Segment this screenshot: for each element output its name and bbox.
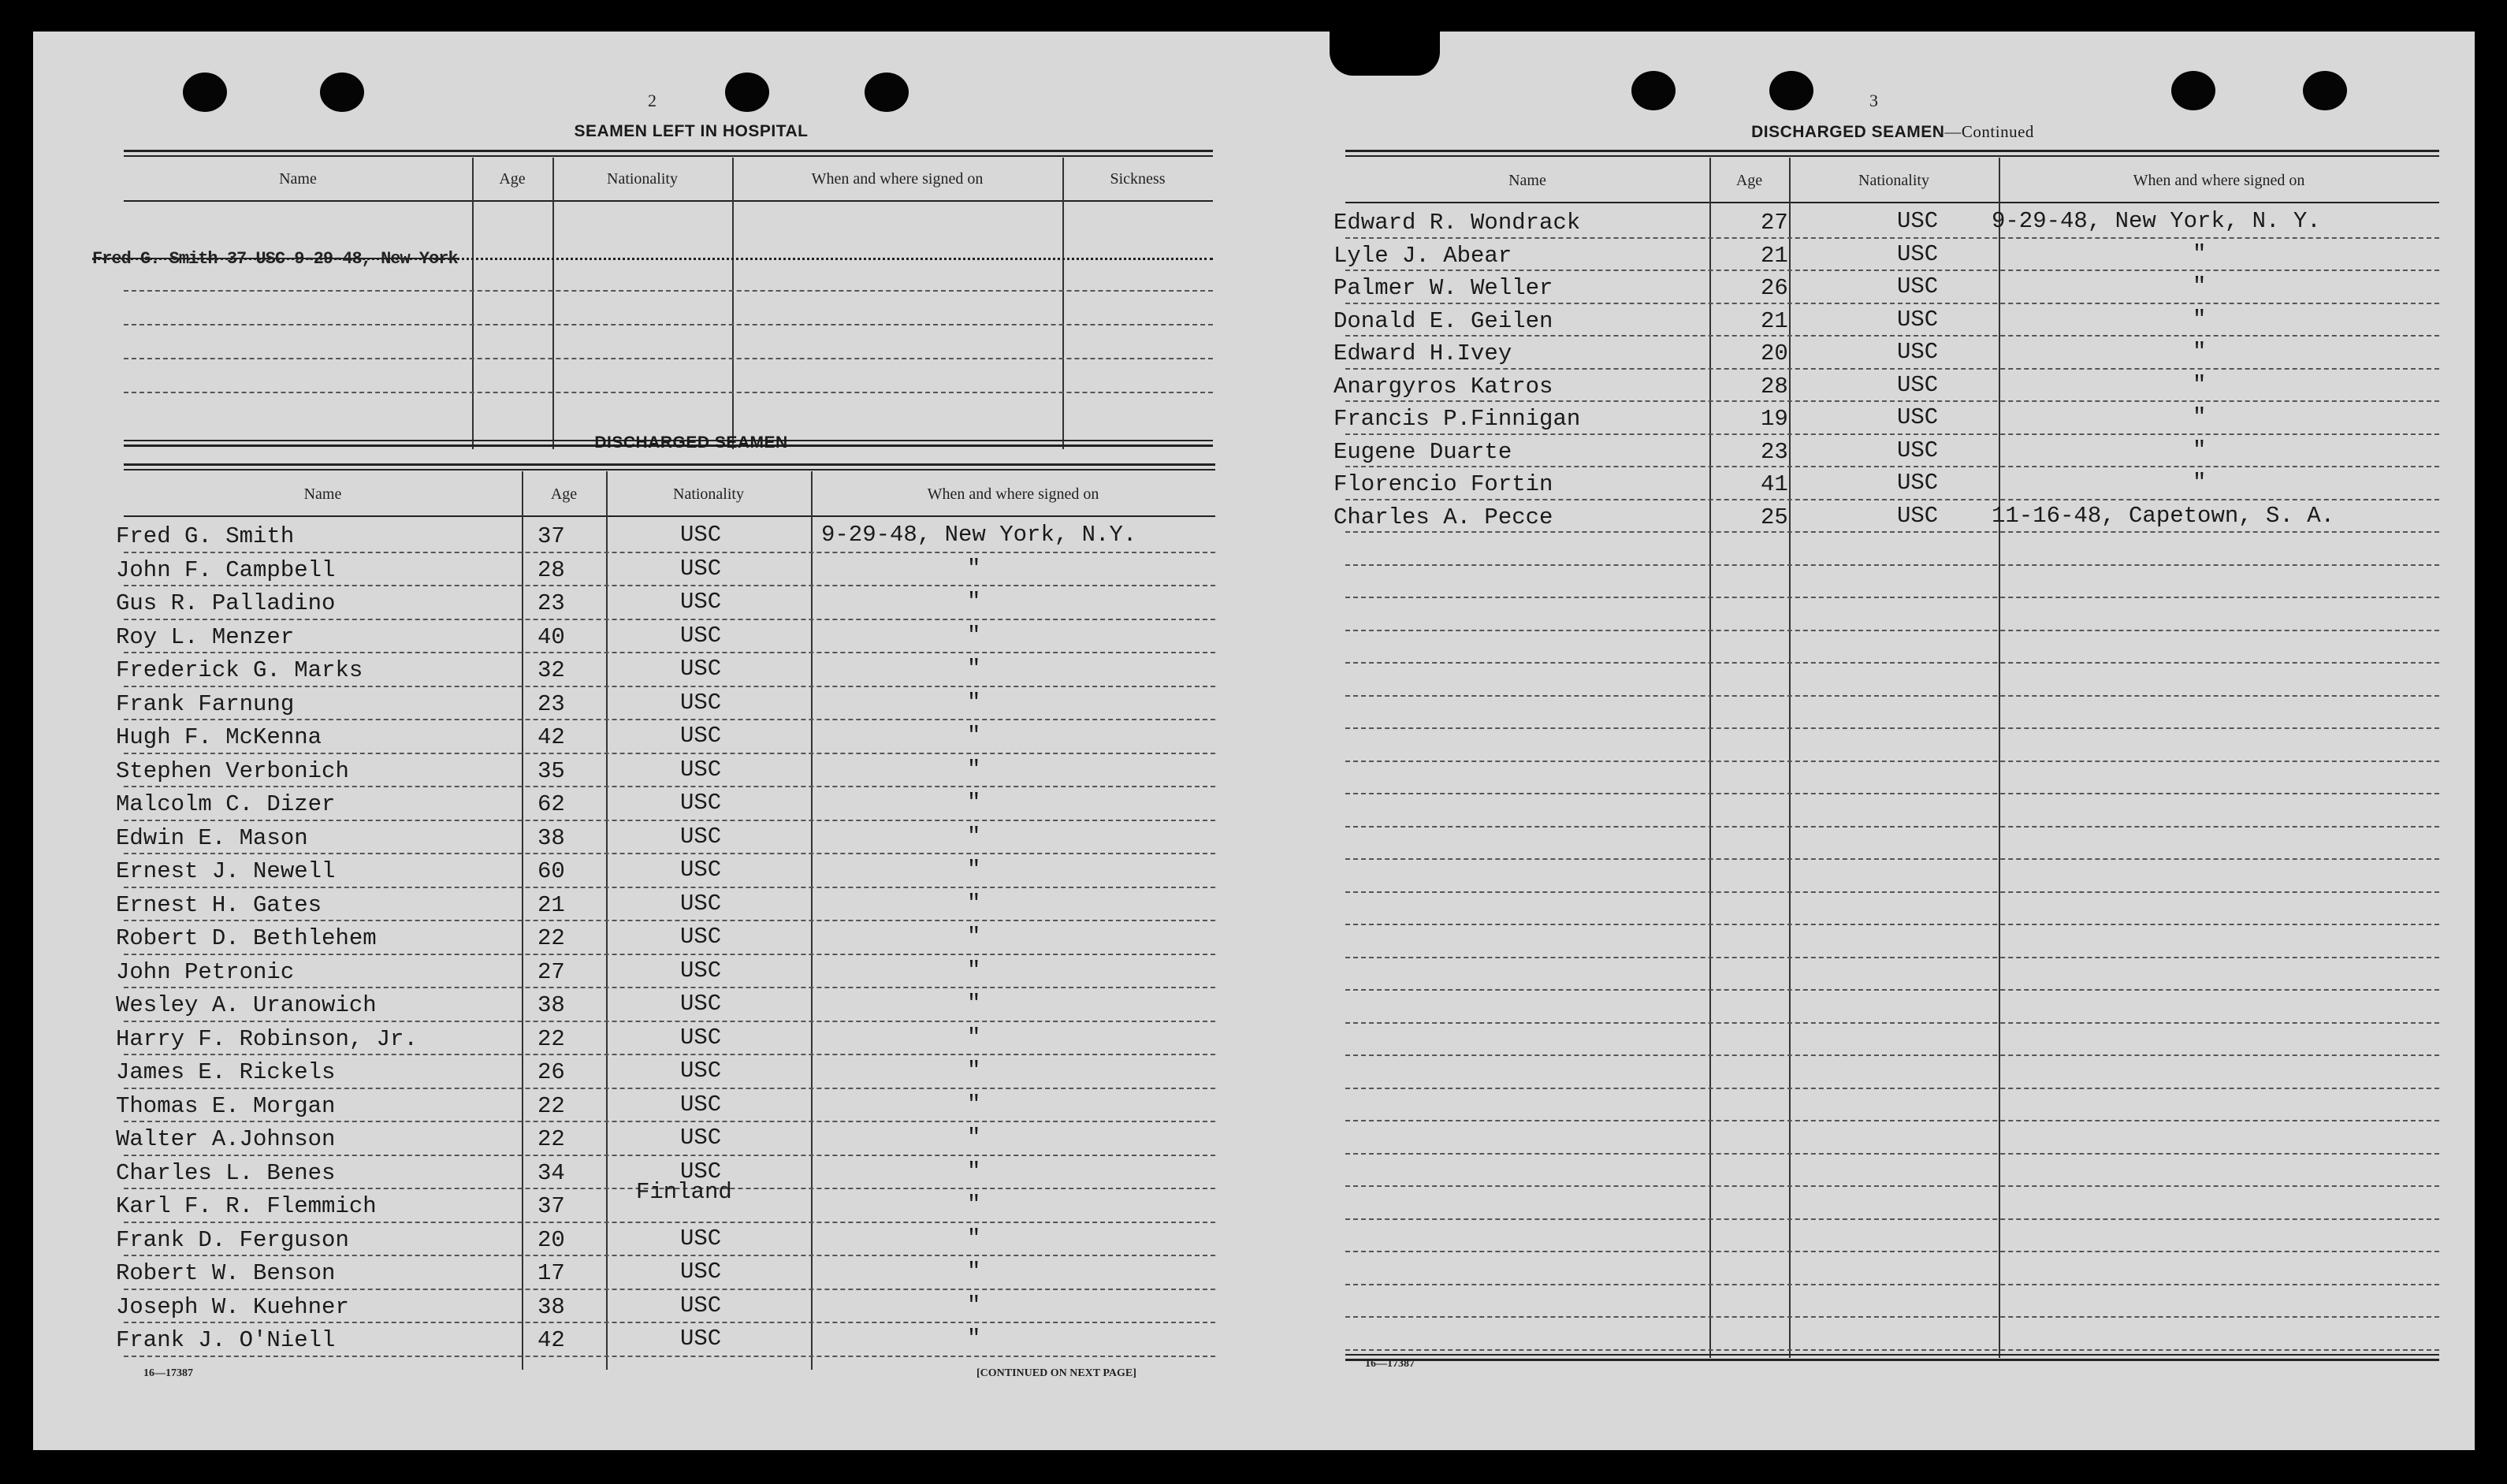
page-number-right: 3 (1869, 91, 1878, 110)
seaman-age: 62 (537, 791, 565, 817)
seaman-name: Edward R. Wondrack (1333, 210, 1581, 236)
signed-on: " (967, 1292, 981, 1318)
seaman-nationality: USC (1897, 437, 1939, 463)
table-row (116, 1324, 1215, 1358)
seaman-age: 38 (537, 992, 565, 1018)
table-row (1333, 240, 2439, 273)
seaman-age: 37 (537, 523, 565, 549)
table-row (1333, 501, 2439, 534)
seaman-age: 22 (537, 1126, 565, 1152)
row-rule (1345, 1054, 2439, 1056)
table-row (116, 1257, 1215, 1291)
seaman-nationality: USC (680, 689, 722, 716)
signed-on: " (967, 656, 981, 682)
table-row (1345, 730, 2439, 763)
seaman-nationality: USC (680, 622, 722, 649)
table-row (1345, 1221, 2439, 1254)
seaman-age: 35 (537, 757, 565, 784)
seaman-name: Charles A. Pecce (1333, 504, 1553, 530)
table-row (1345, 534, 2439, 567)
seaman-age: 21 (537, 891, 565, 918)
page-number-left: 2 (648, 91, 657, 110)
seaman-name: Florencio Fortin (1333, 471, 1553, 497)
seaman-nationality: USC (680, 1091, 722, 1118)
table-row (1345, 959, 2439, 992)
seaman-name: Frank Farnung (116, 690, 295, 717)
seaman-name: Edwin E. Mason (116, 824, 308, 851)
row-rule (1345, 597, 2439, 598)
signed-on: " (967, 790, 981, 816)
table-row (116, 922, 1215, 956)
signed-on: " (967, 756, 981, 783)
seaman-nationality: USC (680, 924, 722, 950)
signed-on: " (967, 1326, 981, 1352)
discharged-section-title: DISCHARGED SEAMEN (594, 433, 788, 452)
seaman-age: 23 (1761, 438, 1788, 465)
seaman-nationality: USC (680, 790, 722, 816)
signed-on: 9-29-48, New York, N. Y. (1992, 208, 2321, 234)
seaman-nationality: USC (680, 1024, 722, 1051)
row-rule (124, 1322, 1215, 1323)
seaman-age: 25 (1761, 504, 1788, 530)
row-rule (124, 853, 1215, 854)
table-row (1345, 1253, 2439, 1286)
title-main: DISCHARGED SEAMEN (1751, 123, 1945, 141)
seaman-age: 34 (537, 1159, 565, 1186)
seaman-nationality: USC (680, 1058, 722, 1084)
seaman-nationality: USC (680, 522, 722, 548)
seaman-name: Wesley A. Uranowich (116, 992, 377, 1018)
row-rule (124, 1356, 1215, 1357)
col-header-sickness: Sickness (1110, 170, 1166, 188)
signed-on: 9-29-48, New York, N.Y. (821, 522, 1137, 548)
row-rule (124, 954, 1215, 955)
seaman-nationality: USC (680, 823, 722, 850)
signed-on: " (967, 991, 981, 1017)
table-row (1345, 1057, 2439, 1090)
seaman-name: Karl F. R. Flemmich (116, 1193, 377, 1219)
signed-on: " (967, 1259, 981, 1285)
punch-hole (183, 73, 227, 112)
row-rule (124, 552, 1215, 553)
row-rule (1345, 1251, 2439, 1252)
seaman-name: Edward H.Ivey (1333, 340, 1512, 366)
signed-on: " (967, 1091, 981, 1118)
seaman-name: Palmer W. Weller (1333, 275, 1553, 301)
table-row (116, 654, 1215, 688)
table-row (116, 520, 1215, 554)
seaman-nationality: USC (680, 589, 722, 615)
row-rule (1345, 531, 2439, 533)
seaman-name: John Petronic (116, 958, 295, 985)
seaman-age: 42 (537, 1327, 565, 1353)
row-rule (1345, 433, 2439, 435)
signed-on: " (967, 1158, 981, 1185)
seaman-age: 19 (1761, 406, 1788, 432)
seaman-name: Thomas E. Morgan (116, 1092, 336, 1119)
hospital-table (92, 150, 1213, 453)
col-header-signed-on: When and where signed on (927, 485, 1099, 503)
seaman-name: Francis P.Finnigan (1333, 406, 1581, 432)
row-rule (1345, 793, 2439, 794)
table-row (1345, 926, 2439, 959)
signed-on: " (2193, 339, 2207, 365)
seaman-nationality: USC (1897, 240, 1939, 267)
signed-on: " (967, 555, 981, 582)
row-rule (1345, 924, 2439, 925)
table-row (116, 855, 1215, 889)
table-row (116, 788, 1215, 822)
table-row (1345, 828, 2439, 861)
seaman-nationality: USC (1897, 470, 1939, 496)
signed-on: " (2193, 470, 2207, 496)
row-rule (1345, 400, 2439, 402)
table-row (1345, 1122, 2439, 1155)
row-rule (1345, 1153, 2439, 1155)
table-row (116, 688, 1215, 722)
row-rule (1345, 1284, 2439, 1285)
row-rule (124, 1088, 1215, 1089)
table-row (1345, 894, 2439, 927)
seaman-nationality: USC (680, 756, 722, 783)
col-header-age: Age (499, 170, 526, 188)
seaman-name: Gus R. Palladino (116, 590, 336, 616)
seaman-age: 41 (1761, 471, 1788, 497)
row-rule (1345, 957, 2439, 958)
row-rule (1345, 695, 2439, 697)
row-rule (1345, 237, 2439, 239)
table-row (1345, 1090, 2439, 1123)
table-row (1345, 697, 2439, 731)
seaman-nationality: USC (680, 890, 722, 917)
col-header-signed-on: When and where signed on (2133, 172, 2305, 189)
table-row (1345, 1318, 2439, 1352)
seaman-name: Joseph W. Kuehner (116, 1293, 349, 1320)
row-rule (1345, 727, 2439, 729)
signed-on: " (2193, 371, 2207, 398)
row-rule (124, 585, 1215, 586)
seaman-nationality: Finland (636, 1179, 732, 1205)
seaman-name: Lyle J. Abear (1333, 242, 1512, 269)
row-rule (124, 1054, 1215, 1055)
table-row (1333, 436, 2439, 469)
row-rule (124, 719, 1215, 720)
seaman-nationality: USC (680, 1158, 722, 1185)
hospital-section-title: SEAMEN LEFT IN HOSPITAL (574, 122, 809, 140)
signed-on: " (967, 1225, 981, 1252)
row-rule (1345, 826, 2439, 828)
seaman-nationality: USC (680, 1326, 722, 1352)
table-row (116, 554, 1215, 588)
table-row (1345, 599, 2439, 632)
col-header-name: Name (303, 485, 342, 503)
seaman-age: 26 (1761, 275, 1788, 301)
seaman-age: 38 (537, 824, 565, 851)
row-rule (1345, 761, 2439, 762)
seaman-name: Hugh F. McKenna (116, 724, 322, 750)
signed-on: " (967, 890, 981, 917)
table-row (1345, 567, 2439, 600)
seaman-age: 38 (537, 1293, 565, 1320)
table-row (116, 1023, 1215, 1057)
seaman-name: Fred G. Smith (116, 523, 295, 549)
table-row (1345, 991, 2439, 1025)
col-header-name: Name (1508, 172, 1546, 189)
seaman-name: Frank D. Ferguson (116, 1226, 349, 1253)
table-row (1345, 861, 2439, 894)
seaman-nationality: USC (680, 723, 722, 749)
table-row (116, 956, 1215, 990)
signed-on: " (967, 1125, 981, 1151)
row-rule (1345, 891, 2439, 893)
seaman-nationality: USC (680, 857, 722, 883)
row-rule (1345, 858, 2439, 860)
seaman-age: 22 (537, 925, 565, 951)
seaman-nationality: USC (1897, 306, 1939, 333)
punch-hole (1769, 71, 1813, 110)
table-row (116, 1123, 1215, 1157)
signed-on: " (967, 857, 981, 883)
row-rule (1345, 1316, 2439, 1318)
table-row (1345, 664, 2439, 697)
seaman-nationality: USC (680, 555, 722, 582)
seaman-age: 26 (537, 1059, 565, 1085)
signed-on: " (967, 924, 981, 950)
seaman-age: 17 (537, 1260, 565, 1286)
seaman-age: 22 (537, 1025, 565, 1052)
table-row (1345, 1286, 2439, 1319)
row-rule (1345, 270, 2439, 271)
seaman-age: 27 (1761, 210, 1788, 236)
seaman-nationality: USC (680, 1292, 722, 1318)
signed-on: " (2193, 240, 2207, 267)
table-row (116, 721, 1215, 755)
seaman-age: 60 (537, 858, 565, 884)
seaman-age: 20 (537, 1226, 565, 1253)
signed-on: " (967, 1192, 981, 1218)
table-row (1345, 1155, 2439, 1188)
seaman-age: 21 (1761, 307, 1788, 334)
seaman-age: 23 (537, 590, 565, 616)
col-header-nationality: Nationality (607, 170, 678, 188)
signed-on: " (967, 589, 981, 615)
struck-out-entry: Fred G. Smith 37 USC 9-29-48, New York (92, 249, 458, 269)
table-row (1345, 795, 2439, 828)
seaman-age: 28 (537, 556, 565, 583)
col-header-nationality: Nationality (673, 485, 744, 503)
seaman-name: Ernest J. Newell (116, 858, 336, 884)
table-row (116, 755, 1215, 789)
table-row (116, 1291, 1215, 1325)
table-row (1333, 370, 2439, 404)
seaman-name: Donald E. Geilen (1333, 307, 1553, 334)
row-rule (1345, 1022, 2439, 1024)
seaman-name: James E. Rickels (116, 1059, 336, 1085)
seaman-nationality: USC (1897, 208, 1939, 234)
continued-note: [CONTINUED ON NEXT PAGE] (976, 1367, 1136, 1379)
table-row (116, 1090, 1215, 1124)
row-rule (1345, 1120, 2439, 1121)
table-row (116, 989, 1215, 1023)
seaman-nationality: USC (680, 1125, 722, 1151)
seaman-nationality: USC (680, 957, 722, 984)
seaman-name: Ernest H. Gates (116, 891, 322, 918)
table-row (1333, 305, 2439, 338)
row-rule (1345, 303, 2439, 304)
punch-hole (2171, 71, 2215, 110)
torn-notch (1330, 32, 1440, 76)
discharged-continued-title (1347, 122, 2438, 142)
seaman-age: 32 (537, 657, 565, 683)
punch-hole (2303, 71, 2347, 110)
signed-on: " (967, 1024, 981, 1051)
row-rule (1345, 989, 2439, 991)
signed-on: " (2193, 437, 2207, 463)
seaman-name: Eugene Duarte (1333, 438, 1512, 465)
seaman-name: Stephen Verbonich (116, 757, 349, 784)
row-rule (124, 619, 1215, 620)
seaman-age: 37 (537, 1193, 565, 1219)
seaman-name: Malcolm C. Dizer (116, 791, 336, 817)
seaman-age: 27 (537, 958, 565, 985)
row-rule (1345, 564, 2439, 566)
table-row (116, 1224, 1215, 1258)
table-row (1345, 632, 2439, 665)
signed-on: " (967, 823, 981, 850)
seaman-name: Roy L. Menzer (116, 623, 295, 650)
row-rule (124, 1021, 1215, 1022)
signed-on: " (2193, 306, 2207, 333)
row-rule (124, 820, 1215, 821)
col-header-nationality: Nationality (1858, 172, 1929, 189)
table-row (1333, 206, 2439, 240)
signed-on: " (2193, 404, 2207, 430)
row-rule (124, 786, 1215, 787)
col-header-age: Age (1735, 172, 1763, 189)
seaman-name: Walter A.Johnson (116, 1126, 336, 1152)
row-rule (1345, 1218, 2439, 1220)
row-rule (124, 1155, 1215, 1156)
table-row (116, 822, 1215, 856)
table-row (1345, 763, 2439, 796)
seaman-name: Robert W. Benson (116, 1260, 336, 1286)
row-rule (124, 1289, 1215, 1290)
signed-on: " (967, 723, 981, 749)
seaman-age: 21 (1761, 242, 1788, 269)
row-rule (1345, 662, 2439, 664)
form-number-left: 16—17387 (143, 1367, 193, 1379)
signed-on: " (967, 689, 981, 716)
seaman-nationality: USC (1897, 404, 1939, 430)
seaman-nationality: USC (1897, 371, 1939, 398)
seaman-age: 40 (537, 623, 565, 650)
seaman-age: 28 (1761, 373, 1788, 400)
table-row (116, 1179, 1215, 1224)
signed-on: " (967, 622, 981, 649)
seaman-name: Harry F. Robinson, Jr. (116, 1025, 418, 1052)
punch-hole (725, 73, 769, 112)
row-rule (124, 1121, 1215, 1122)
seaman-name: John F. Campbell (116, 556, 336, 583)
row-rule (1345, 499, 2439, 500)
punch-hole (1631, 71, 1676, 110)
seaman-nationality: USC (1897, 339, 1939, 365)
document-sheet (33, 32, 2475, 1450)
discharged-table-right (1333, 150, 2439, 1387)
col-header-signed-on: When and where signed on (811, 170, 984, 188)
row-rule (124, 887, 1215, 888)
table-row (1333, 468, 2439, 501)
seaman-age: 22 (537, 1092, 565, 1119)
punch-hole (865, 73, 909, 112)
row-rule (124, 753, 1215, 754)
punch-hole (320, 73, 364, 112)
row-rule (124, 652, 1215, 653)
row-rule (124, 1255, 1215, 1256)
discharged-table-left (116, 463, 1215, 1389)
table-row (1345, 1188, 2439, 1221)
form-number-right: 16—17387 (1365, 1358, 1415, 1370)
table-row (116, 1056, 1215, 1090)
col-header-name: Name (279, 170, 317, 188)
table-row (1333, 403, 2439, 436)
row-rule (1345, 630, 2439, 631)
seaman-age: 20 (1761, 340, 1788, 366)
seaman-nationality: USC (680, 1225, 722, 1252)
seaman-name: Charles L. Benes (116, 1159, 336, 1186)
title-suffix: —Continued (1944, 122, 2034, 141)
seaman-age: 42 (537, 724, 565, 750)
row-rule (1345, 335, 2439, 337)
signed-on: " (967, 1058, 981, 1084)
row-rule (1345, 466, 2439, 467)
row-rule (124, 920, 1215, 921)
table-row (116, 621, 1215, 655)
col-header-age: Age (550, 485, 578, 503)
seaman-nationality: USC (1897, 502, 1939, 529)
signed-on: " (967, 957, 981, 984)
seaman-nationality: USC (1897, 273, 1939, 299)
row-rule (1345, 1088, 2439, 1089)
table-row (116, 587, 1215, 621)
table-row (116, 889, 1215, 923)
signed-on: " (2193, 273, 2207, 299)
seaman-nationality: USC (680, 1259, 722, 1285)
table-row (1333, 337, 2439, 370)
row-rule (124, 1222, 1215, 1223)
seaman-nationality: USC (680, 991, 722, 1017)
row-rule (124, 686, 1215, 687)
seaman-name: Frederick G. Marks (116, 657, 363, 683)
signed-on: 11-16-48, Capetown, S. A. (1992, 502, 2335, 529)
row-rule (1345, 1349, 2439, 1351)
seaman-age: 23 (537, 690, 565, 717)
seaman-name: Robert D. Bethlehem (116, 925, 377, 951)
seaman-name: Frank J. O'Niell (116, 1327, 336, 1353)
row-rule (124, 987, 1215, 988)
table-row (1333, 272, 2439, 305)
seaman-nationality: USC (680, 656, 722, 682)
row-rule (1345, 368, 2439, 370)
row-rule (1345, 1185, 2439, 1187)
table-row (1345, 1025, 2439, 1058)
seaman-name: Anargyros Katros (1333, 373, 1553, 400)
